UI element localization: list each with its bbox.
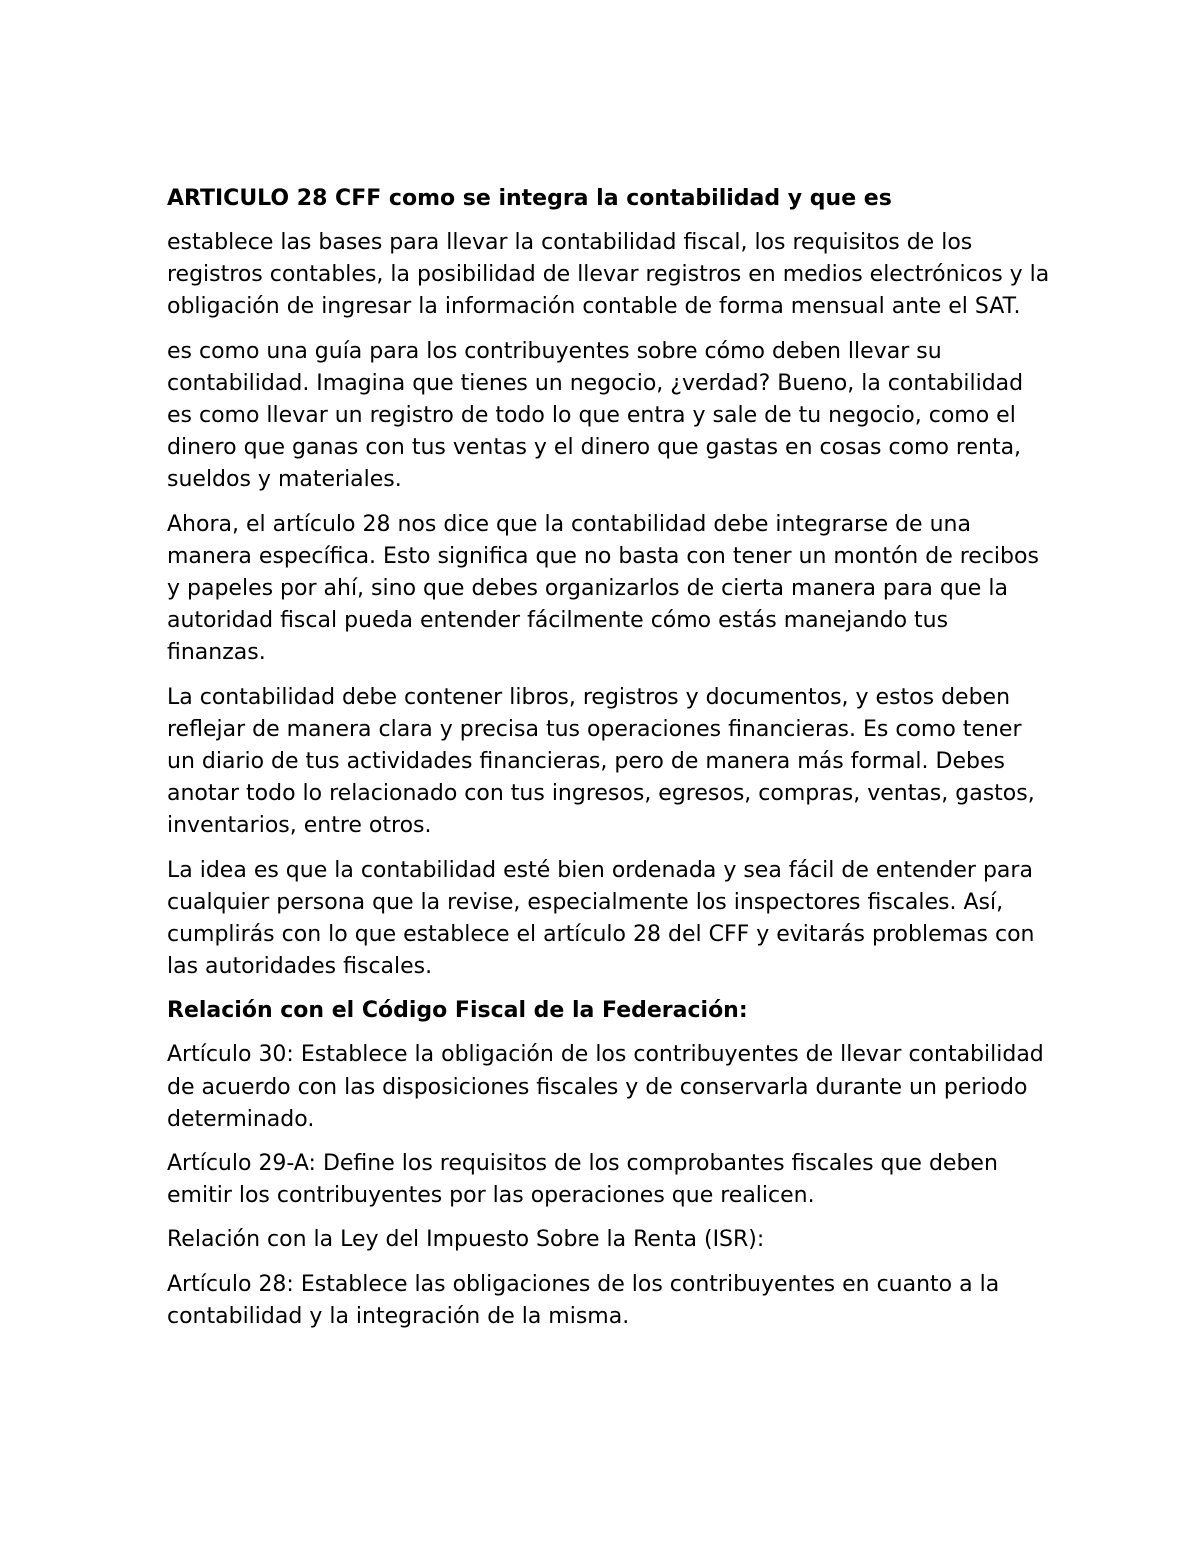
paragraph-idea: La idea es que la contabilidad esté bien ordenada y sea fácil de entender para cualquier persona que la revise, especialmente los inspectores fiscales. Así, cumplirás con lo que establece el artículo 28 del CFF y evitarás problemas con las autoridades fiscales. bbox=[167, 857, 1035, 980]
paragraph-article-28: Ahora, el artículo 28 nos dice que la contabilidad debe integrarse de una manera específica. Esto significa que no basta con tener un montón de recibos y papeles por ahí, sino que debes organizarlos de cierta manera para que la autoridad fiscal pueda entender fácilmente cómo estás manejando tus finanzas. bbox=[167, 511, 1039, 666]
section-heading-cff: Relación con el Código Fiscal de la Federación: bbox=[167, 998, 748, 1024]
paragraph-contents: La contabilidad debe contener libros, registros y documentos, y estos deben reflejar de manera clara y precisa tus operaciones financieras. Es como tener un diario de tus actividades financieras, pero de manera más formal. Debes anotar todo lo relacionado con tus ingresos, egresos, compras, ventas, gastos, inventarios, entre otros. bbox=[167, 684, 1035, 839]
cff-item-articulo-29a: Artículo 29-A: Define los requisitos de los comprobantes fiscales que deben emitir los contribuyentes por las operaciones que realicen. bbox=[167, 1151, 998, 1209]
document-title: ARTICULO 28 CFF como se integra la contabilidad y que es bbox=[167, 186, 892, 211]
cff-item-articulo-30: Artículo 30: Establece la obligación de los contribuyentes de llevar contabilidad de acuerdo con las disposiciones fiscales y de conservarla durante un periodo determinado. bbox=[167, 1042, 1044, 1132]
isr-item-articulo-28: Artículo 28: Establece las obligaciones de los contribuyentes en cuanto a la contabilidad y la integración de la misma. bbox=[167, 1271, 1000, 1329]
document-page bbox=[167, 183, 1050, 1345]
section-heading-isr: Relación con la Ley del Impuesto Sobre la Renta (ISR): bbox=[167, 1227, 765, 1253]
paragraph-intro: establece las bases para llevar la contabilidad fiscal, los requisitos de los registros contables, la posibilidad de llevar registros en medios electrónicos y la obligación de ingresar la información contable de forma mensual ante el SAT. bbox=[167, 230, 1050, 320]
paragraph-guide: es como una guía para los contribuyentes sobre cómo deben llevar su contabilidad. Imagina que tienes un negocio, ¿verdad? Bueno, la contabilidad es como llevar un registro de todo lo que entra y sale de tu negocio, como el dinero que ganas con tus ventas y el dinero que gastas en cosas como renta, sueldos y materiales. bbox=[167, 338, 1024, 493]
